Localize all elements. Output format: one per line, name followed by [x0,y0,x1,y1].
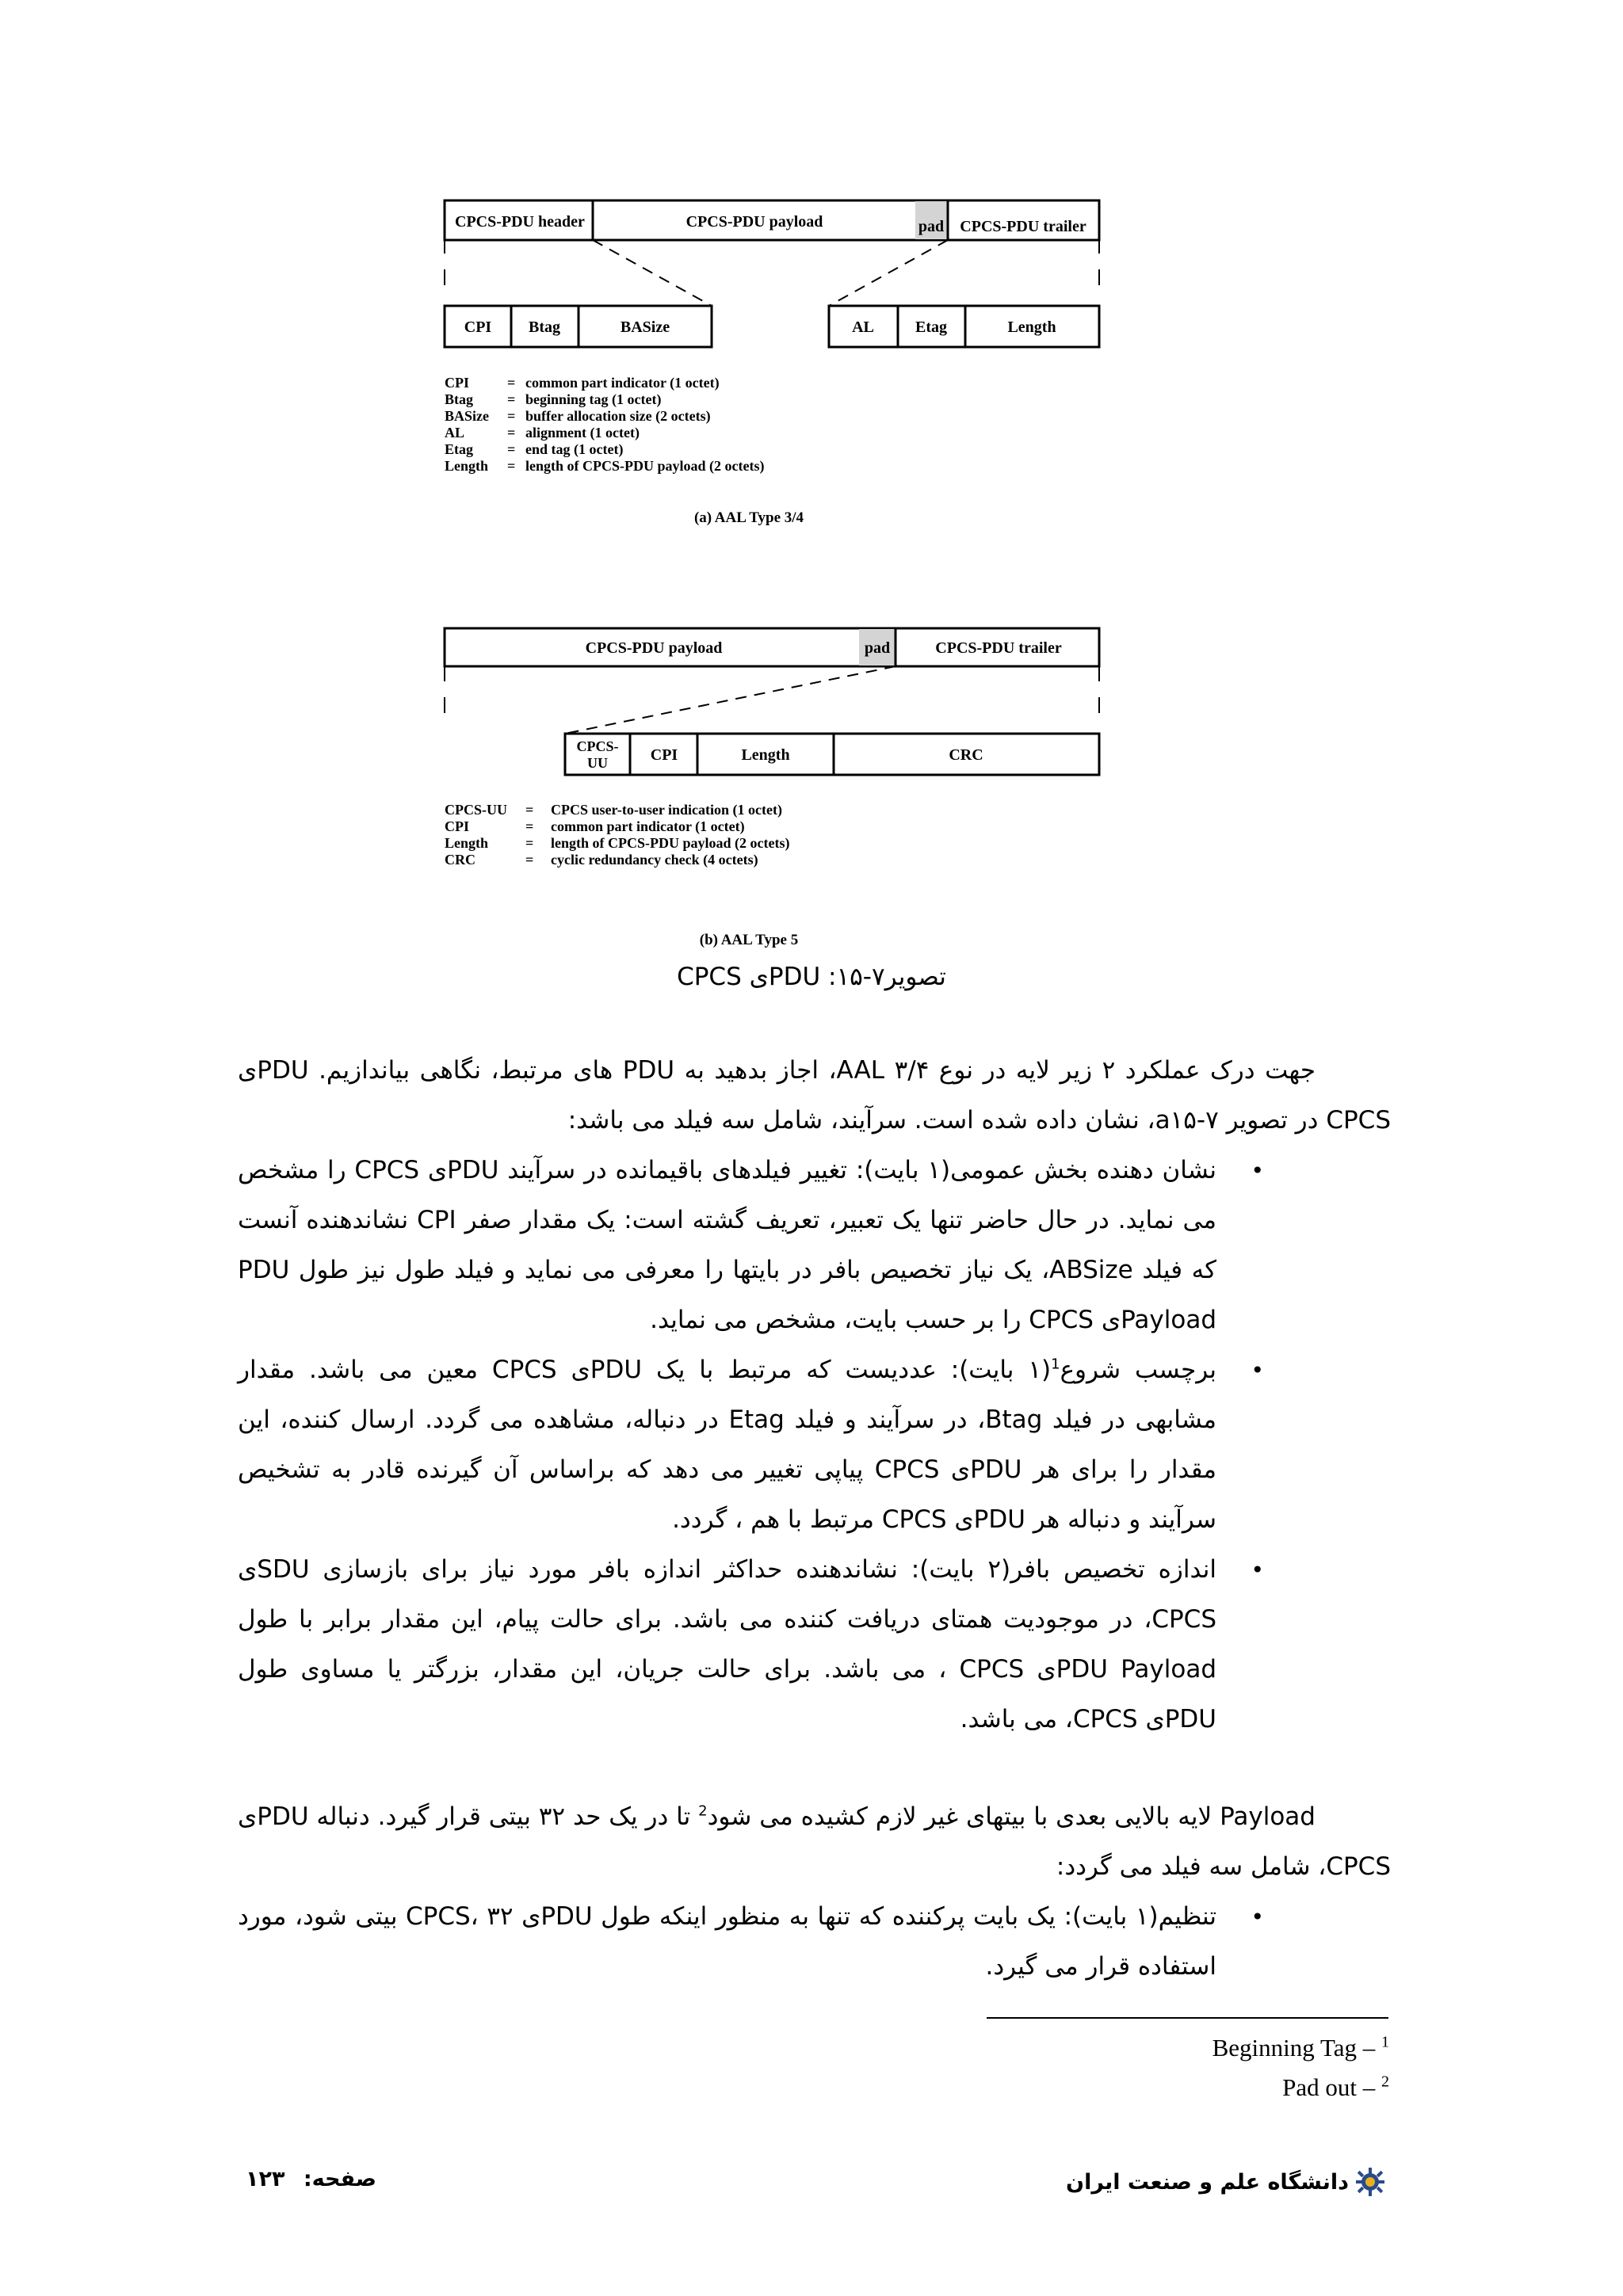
footnote-1: Beginning Tag – $^1$ [1212,2033,1389,2061]
list-item: • تنظیم(۱ بایت): یک بایت پرکننده که تنها به منظور اینکه طول PDUی CPCS، ۳۲ بیتی شود، مورد استفاده قرار می گیرد. [238,1892,1391,1992]
svg-text:alignment (1 octet): alignment (1 octet) [525,425,640,441]
label-b-cpcs-pdu-trailer: CPCS-PDU trailer [935,639,1062,657]
cpcs-pdu-figure [0,0,1623,951]
field-b-crc: CRC [949,746,983,764]
field-b-cpcs-uu-line2: UU [587,755,608,771]
bullet-list-header-fields [238,1146,1391,1745]
svg-text:common part indicator (1 octet: common part indicator (1 octet) [551,818,745,834]
svg-text:=: = [525,818,534,834]
footnotes [951,2028,1389,2107]
svg-text:Btag: Btag [445,391,473,407]
legend-a [445,375,764,475]
field-cpi: CPI [464,318,492,336]
university-emblem-icon [1355,2167,1385,2197]
svg-text:length of CPCS-PDU payload (2: length of CPCS-PDU payload (2 octets) [525,458,765,474]
svg-text:CPI: CPI [445,818,469,834]
paragraph-intro: Payload لایه بالایی بعدی با بیتهای غیر لازم کشیده می شود$^2$ تا در یک حد ۳۲ بیتی قرار گیرد. دنباله PDUی CPCS، شامل سه فیلد می گردد: [238,1802,1391,1881]
footnote-ref: 1 [1051,1356,1060,1373]
paragraph-aal34-trailer [238,1792,1391,1992]
bullet-icon: • [1251,1557,1264,1583]
label-cpcs-pdu-payload: CPCS-PDU payload [685,213,823,231]
svg-text:end tag (1 octet): end tag (1 octet) [525,441,624,457]
svg-text:common part indicator (1 octet: common part indicator (1 octet) [525,375,720,391]
paragraph-intro: جهت درک عملکرد ۲ زیر لایه در نوع AAL ۳/۴، اجاز بدهید به PDU های مرتبط، نگاهی بیاندازیم. PDUی CPCS در تصویر ۷-a۱۵، نشان داده شده است. سرآیند، شامل سه فیلد می باشد: [238,1056,1391,1135]
field-length: Length [1007,318,1056,336]
svg-text:CPI: CPI [445,375,469,391]
field-etag: Etag [915,318,947,336]
field-b-cpi: CPI [650,746,678,764]
footnote-divider [987,2017,1388,2019]
list-item: • اندازه تخصیص بافر(۲ بایت): نشاندهنده حداکثر اندازه بافر مورد نیاز برای بازسازی SDUی CPCS، در موجودیت همتای دریافت کننده می باشد. برای حالت پیام، این مقدار برابر با طول PDU Payloadی CPCS ، می باشد. برای حالت جریان، این مقدار، بزرگتر یا مساوی طول PDUی CPCS، می باشد. [238,1545,1391,1745]
bullet-list-trailer-fields [238,1892,1391,1992]
legend-b [445,802,789,868]
svg-text:AL: AL [445,425,465,441]
university-name: دانشگاه علم و صنعت ایران [1066,2169,1349,2195]
svg-text:=: = [507,458,516,474]
svg-text:=: = [507,441,516,457]
svg-text:=: = [507,391,516,407]
svg-text:Length: Length [445,458,489,474]
svg-text:=: = [525,835,534,851]
bullet-icon: • [1251,1158,1264,1184]
field-basize: BASize [620,318,670,336]
svg-text:=: = [525,852,534,868]
svg-text:=: = [507,425,516,441]
footnote-2: Pad out – $^2$ [1282,2073,1389,2101]
svg-text:CPCS user-to-user indication (: CPCS user-to-user indication (1 octet) [551,802,782,818]
footnote-ref: 2 [698,1802,708,1820]
label-cpcs-pdu-trailer: CPCS-PDU trailer [960,218,1086,235]
footer-page-number [246,2167,376,2191]
svg-text:=: = [507,408,516,424]
subcaption-a: (a) AAL Type 3/4 [693,509,804,526]
svg-text:=: = [525,802,534,818]
label-b-pad: pad [864,639,891,657]
label-b-cpcs-pdu-payload: CPCS-PDU payload [585,639,723,657]
svg-text:beginning tag (1 octet): beginning tag (1 octet) [525,391,662,407]
svg-text:BASize: BASize [445,408,489,424]
bullet-icon: • [1251,1357,1264,1383]
svg-text:cyclic redundancy check (4 oct: cyclic redundancy check (4 octets) [551,852,758,868]
svg-text:buffer allocation size (2 octe: buffer allocation size (2 octets) [525,408,711,424]
subcaption-b: (b) AAL Type 5 [699,932,799,948]
svg-text:CRC: CRC [445,852,475,868]
svg-text:=: = [507,375,516,391]
field-al: AL [852,318,874,336]
label-pad: pad [918,218,945,235]
svg-text:Etag: Etag [445,441,473,457]
footer-university [1066,2167,1385,2197]
page-label: صفحه: [303,2167,377,2191]
field-btag: Btag [529,318,560,336]
paragraph-aal34-header [238,1046,1391,1745]
field-b-length: Length [741,746,790,764]
bullet-icon: • [1251,1904,1264,1930]
field-b-cpcs-uu-line1: CPCS- [576,738,619,754]
svg-text:length of CPCS-PDU payload (2: length of CPCS-PDU payload (2 octets) [551,835,790,851]
figure-caption: تصویر۷-۱۵: PDUی CPCS [677,963,946,991]
svg-text:CPCS-UU: CPCS-UU [445,802,507,818]
svg-text:Length: Length [445,835,489,851]
page-number: ۱۲۳ [246,2167,285,2191]
list-item: • برچسب شروع$^1$(۱ بایت): عددیست که مرتبط با یک PDUی CPCS معین می باشد. مقدار مشابهی در فیلد Btag، در سرآیند و فیلد Etag در دنباله، مشاهده می گردد. ارسال کننده، این مقدار را برای هر PDUی CPCS پیاپی تغییر می دهد که براساس آن گیرنده قادر به تشخیص سرآیند و دنباله هر PDUی CPCS مرتبط با هم ، گردد. [238,1345,1391,1545]
label-cpcs-pdu-header: CPCS-PDU header [455,213,585,231]
list-item: • نشان دهنده بخش عمومی(۱ بایت): تغییر فیلدهای باقیمانده در سرآیند PDUی CPCS را مشخص می نماید. در حال حاضر تنها یک تعبیر، تعریف گشته است: یک مقدار صفر CPI نشاندهنده آنست که فیلد ABSize، یک نیاز تخصیص بافر در بایتها را معرفی می نماید و فیلد طول نیز طول PDU Payloadی CPCS را بر حسب بایت، مشخص می نماید. [238,1146,1391,1345]
